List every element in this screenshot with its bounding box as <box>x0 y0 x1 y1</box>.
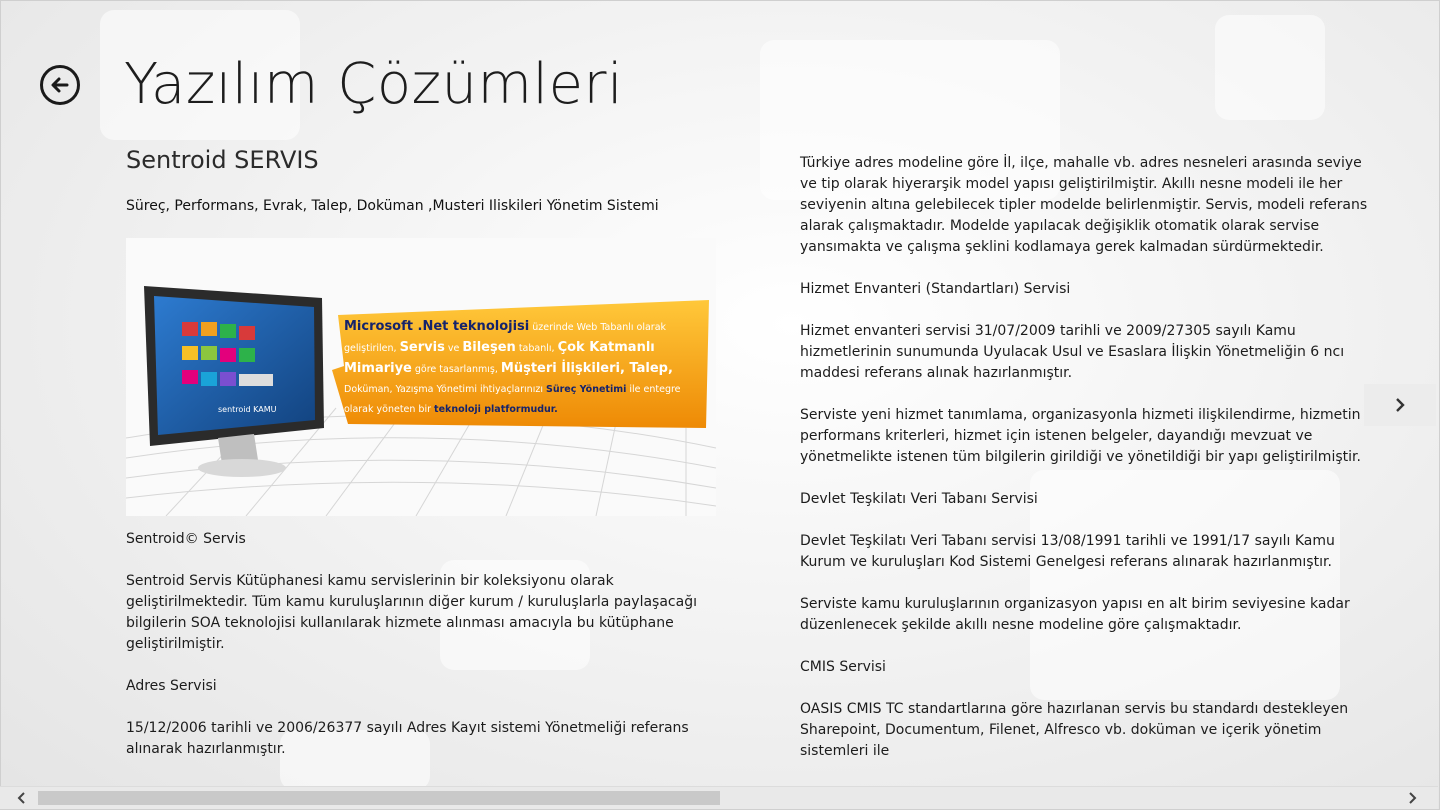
banner-text-segment: Microsoft .Net teknolojisi <box>344 319 530 334</box>
right-text-column <box>800 153 1370 783</box>
left-column-paragraph: Sentroid© Servis <box>126 531 246 547</box>
scrollbar-thumb[interactable] <box>38 791 720 805</box>
page-title: Yazılım Çözümleri <box>124 52 624 117</box>
banner-text-segment: Müşteri İlişkileri, Talep, <box>500 361 673 376</box>
next-page-button[interactable] <box>1364 384 1436 426</box>
monitor-base <box>198 459 286 477</box>
right-column-paragraph: Hizmet Envanteri (Standartları) Servisi <box>800 281 1071 297</box>
left-column-paragraph: 15/12/2006 tarihli ve 2006/26377 sayılı Adres Kayıt sistemi Yönetmeliği referans alınarak hazırlanmıştır. <box>126 720 689 757</box>
screen-brand-text: sentroid KAMU <box>218 405 277 414</box>
scroll-left-button[interactable] <box>12 789 32 807</box>
product-name: Sentroid SERVIS <box>126 146 319 174</box>
back-arrow-icon <box>48 73 72 97</box>
right-column-paragraph: Türkiye adres modeline göre İl, ilçe, mahalle vb. adres nesneleri arasında seviye ve tip olarak hiyerarşik model yapısı geliştirilmiştir. Akıllı nesne modeli ile her seviyenin altına gelebilecek tipler modelde belirlenmiştir. Servis, modeli referans alarak çalışmaktadır. Modelde yapılacak değişiklik otomatik olarak servise yansımakta ve çalışma şeklini kodlamaya gerek kalmadan sürdürmektedir. <box>800 155 1368 255</box>
right-column-paragraph: Devlet Teşkilatı Veri Tabanı Servisi <box>800 491 1038 507</box>
right-column-paragraph: Serviste kamu kuruluşlarının organizasyon yapısı en alt birim seviyesine kadar düzenlenecek şekilde akıllı nesne modeline göre çalışmaktadır. <box>800 596 1350 633</box>
right-column-paragraph: Devlet Teşkilatı Veri Tabanı servisi 13/08/1991 tarihli ve 1991/17 sayılı Kamu Kurum ve kuruluşları Kod Sistemi Genelgesi referans alınarak hazırlanmıştır. <box>800 533 1335 570</box>
banner-text-segment: ve <box>444 343 463 354</box>
banner-text-segment: tabanlı, <box>515 343 558 354</box>
scroll-right-arrow-icon <box>1407 792 1417 804</box>
promo-banner-image <box>126 238 716 516</box>
product-tagline: Süreç, Performans, Evrak, Talep, Doküman ,Musteri Iliskileri Yönetim Sistemi <box>126 198 659 214</box>
left-column-paragraph: Sentroid Servis Kütüphanesi kamu servislerinin bir koleksiyonu olarak geliştirilmektedir. Tüm kamu kuruluşlarının diğer kurum / kuruluşlarla paylaşacağı bilgilerin SOA teknolojisi kullanılarak hizmete alınması amacıyla bu kütüphane geliştirilmiştir. <box>126 573 697 652</box>
banner-text-segment: Doküman, Yazışma Yönetimi ihtiyaçlarınızı <box>344 384 546 395</box>
horizontal-scrollbar[interactable] <box>0 786 1438 809</box>
left-text-column <box>126 529 726 781</box>
banner-text-segment: Bileşen <box>462 340 516 355</box>
banner-text-segment: Çok Katmanlı Mimariye <box>344 340 655 376</box>
right-column-paragraph: OASIS CMIS TC standartlarına göre hazırlanan servis bu standardı destekleyen Sharepoint, Documentum, Filenet, Alfresco vb. doküman ve içerik yönetim sistemleri ile <box>800 701 1349 759</box>
banner-illustration <box>126 238 716 516</box>
banner-text-segment: üzerinde Web Tabanlı olarak geliştirilen, <box>344 322 667 354</box>
banner-text-segment: göre tasarlanmış, <box>411 364 501 375</box>
chevron-right-icon <box>1393 397 1407 413</box>
scroll-left-arrow-icon <box>17 792 27 804</box>
scroll-right-button[interactable] <box>1402 789 1422 807</box>
right-column-paragraph: CMIS Servisi <box>800 659 886 675</box>
banner-text-segment: ile entegre olarak yöneten bir <box>344 384 681 415</box>
banner-text-segment: Servis <box>399 340 445 355</box>
monitor-screen <box>154 296 315 435</box>
right-column-paragraph: Serviste yeni hizmet tanımlama, organizasyonla hizmeti ilişkilendirme, hizmetin performans kriterleri, hizmet için istenen belgeler, dayandığı mevzuat ve yönetmelikte istenen tüm bilgilerin girildiği ve yönetildiği bir yapı geliştirilmiştir. <box>800 407 1361 465</box>
banner-text-segment: Süreç Yönetimi <box>545 384 627 395</box>
banner-text <box>338 317 708 420</box>
background-tile <box>1215 15 1325 120</box>
back-button[interactable] <box>40 65 80 105</box>
banner-text-segment: teknoloji platformudur. <box>434 404 558 415</box>
left-column-paragraph: Adres Servisi <box>126 678 217 694</box>
right-column-paragraph: Hizmet envanteri servisi 31/07/2009 tarihli ve 2009/27305 sayılı Kamu hizmetlerinin sunumunda Uyulacak Usul ve Esaslara İlişkin Yönetmeliğin 6 ncı maddesi referans alınak hazırlanmıştır. <box>800 323 1345 381</box>
